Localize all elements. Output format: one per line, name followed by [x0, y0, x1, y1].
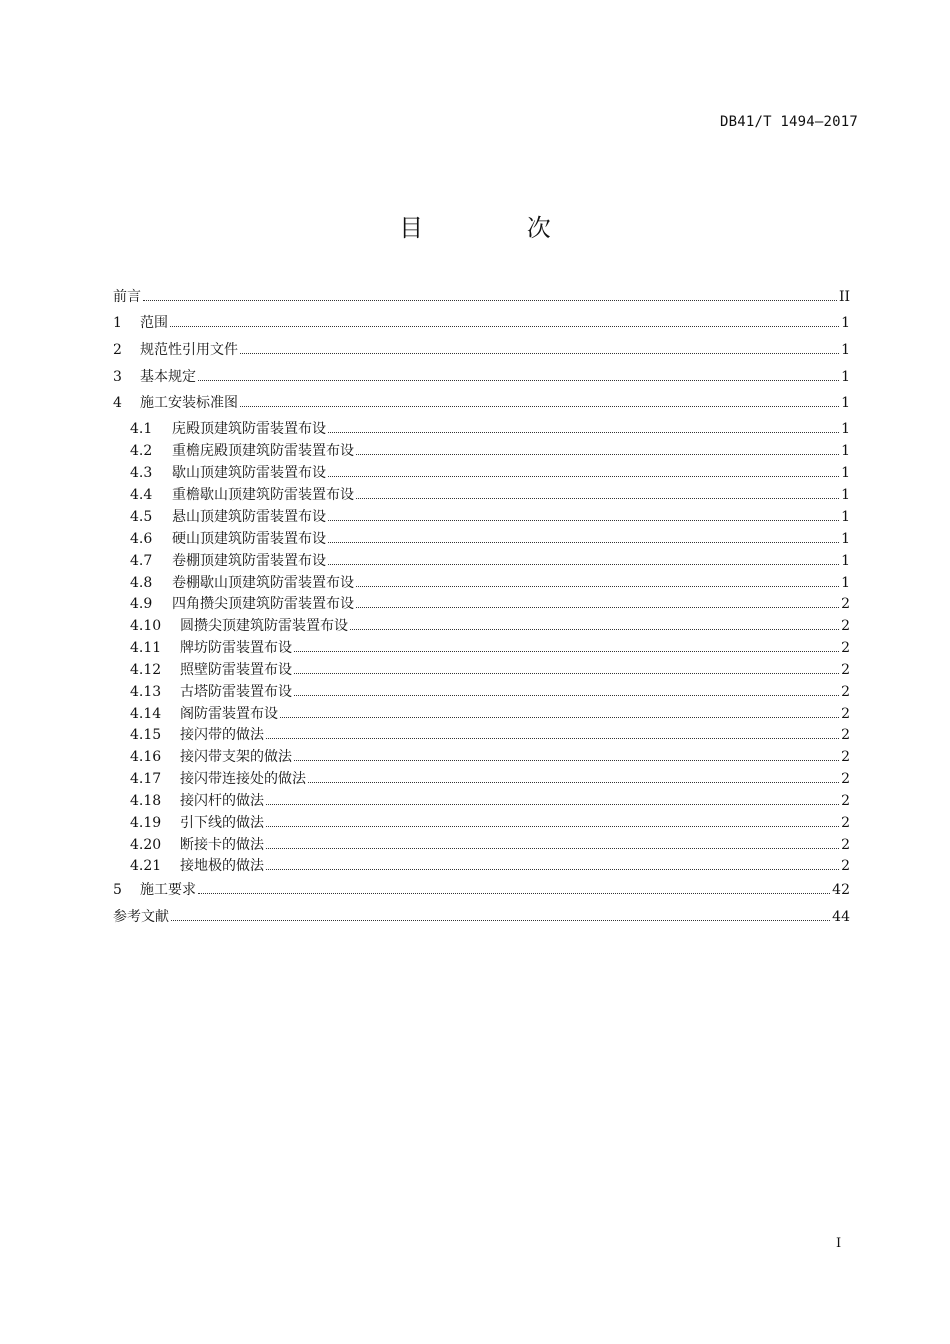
toc-dot-leader [294, 748, 839, 761]
toc-dot-leader [328, 420, 839, 433]
toc-entry-page: 1 [841, 465, 850, 481]
toc-entry-number: 4.5 [130, 509, 153, 525]
toc-dot-leader [294, 661, 839, 674]
toc-entry-title: 重檐歇山顶建筑防雷装置布设 [172, 487, 354, 503]
document-code: DB41/T 1494—2017 [719, 114, 858, 130]
toc-entry-page: 2 [841, 771, 850, 787]
toc-entry-page: 1 [841, 575, 850, 591]
page-number: I [836, 1236, 842, 1251]
toc-entry-number: 4.16 [130, 749, 162, 765]
toc-entry-title: 接闪带的做法 [180, 727, 264, 743]
toc-dot-leader [266, 836, 839, 849]
toc-entry-page: 1 [841, 315, 850, 331]
toc-entry[interactable] [130, 420, 850, 438]
toc-entry-page: 2 [841, 858, 850, 874]
toc-entry-title: 庑殿顶建筑防雷装置布设 [172, 421, 326, 437]
toc-entry[interactable] [130, 792, 850, 810]
toc-entry-number: 4.12 [130, 662, 162, 678]
toc-entry-page: 44 [832, 909, 850, 925]
toc-entry-page: 2 [841, 749, 850, 765]
toc-entry-page: 1 [841, 443, 850, 459]
toc-dot-leader [328, 508, 839, 521]
toc-entry-title: 施工安装标准图 [140, 395, 238, 411]
toc-entry[interactable] [130, 595, 850, 613]
toc-entry-title: 卷棚歇山顶建筑防雷装置布设 [172, 575, 354, 591]
toc-entry-page: 1 [841, 395, 850, 411]
toc-dot-leader [143, 288, 837, 301]
toc-entry[interactable] [130, 464, 850, 482]
toc-entry-page: 1 [841, 369, 850, 385]
toc-entry[interactable] [130, 442, 850, 460]
toc-entry[interactable] [130, 814, 850, 832]
toc-entry-number: 4.2 [130, 443, 153, 459]
toc-dot-leader [240, 341, 839, 354]
toc-entry-number: 4.4 [130, 487, 153, 503]
toc-entry-title: 接闪带连接处的做法 [180, 771, 306, 787]
toc-dot-leader [266, 792, 839, 805]
toc-entry[interactable] [130, 574, 850, 592]
toc-entry-number: 4.18 [130, 793, 162, 809]
toc-entry-page: 2 [841, 815, 850, 831]
toc-dot-leader [356, 486, 839, 499]
toc-entry-title: 照壁防雷装置布设 [180, 662, 292, 678]
toc-dot-leader [328, 530, 839, 543]
toc-entry-number: 4.11 [130, 640, 162, 656]
toc-entry-title: 四角攒尖顶建筑防雷装置布设 [172, 596, 354, 612]
toc-entry-number: 4.9 [130, 596, 153, 612]
toc-entry[interactable] [113, 314, 850, 332]
toc-entry[interactable] [130, 748, 850, 766]
toc-entry[interactable] [113, 288, 850, 306]
toc-dot-leader [240, 394, 839, 407]
toc-entry-page: 2 [841, 662, 850, 678]
toc-entry-title: 接闪带支架的做法 [180, 749, 292, 765]
toc-dot-leader [294, 683, 839, 696]
toc-entry-number: 4.6 [130, 531, 153, 547]
toc-dot-leader [280, 705, 839, 718]
toc-entry[interactable] [130, 552, 850, 570]
toc-entry-number: 4.3 [130, 465, 153, 481]
toc-dot-leader [266, 726, 839, 739]
toc-entry[interactable] [113, 881, 850, 899]
toc-entry-title: 前言 [113, 289, 141, 305]
toc-entry[interactable] [113, 394, 850, 412]
toc-entry-page: 1 [841, 342, 850, 358]
toc-entry-title: 阁防雷装置布设 [180, 706, 278, 722]
toc-entry-page: 2 [841, 706, 850, 722]
toc-entry-title: 断接卡的做法 [180, 837, 264, 853]
toc-entry-title: 参考文献 [113, 909, 169, 925]
toc-entry-number: 4.7 [130, 553, 153, 569]
toc-entry-title: 卷棚顶建筑防雷装置布设 [172, 553, 326, 569]
toc-dot-leader [356, 442, 839, 455]
toc-entry-number: 4.1 [130, 421, 153, 437]
toc-entry-page: 2 [841, 596, 850, 612]
toc-entry-number: 5 [113, 882, 122, 898]
toc-entry-title: 悬山顶建筑防雷装置布设 [172, 509, 326, 525]
toc-entry-number: 4.14 [130, 706, 162, 722]
toc-dot-leader [266, 814, 839, 827]
toc-entry-page: 1 [841, 531, 850, 547]
toc-entry[interactable] [130, 530, 850, 548]
toc-entry-title: 接闪杆的做法 [180, 793, 264, 809]
page-title: 目 次 [399, 214, 599, 242]
toc-entry-title: 基本规定 [140, 369, 196, 385]
toc-entry[interactable] [130, 770, 850, 788]
toc-entry[interactable] [130, 683, 850, 701]
toc-entry-page: 2 [841, 618, 850, 634]
toc-dot-leader [170, 314, 839, 327]
toc-entry-page: 2 [841, 640, 850, 656]
toc-entry-number: 4.13 [130, 684, 162, 700]
toc-entry[interactable] [113, 908, 850, 926]
toc-entry-title: 牌坊防雷装置布设 [180, 640, 292, 656]
toc-entry-title: 重檐庑殿顶建筑防雷装置布设 [172, 443, 354, 459]
toc-dot-leader [308, 770, 839, 783]
toc-entry-number: 4.20 [130, 837, 162, 853]
toc-entry-page: 2 [841, 727, 850, 743]
toc-entry-number: 4.15 [130, 727, 162, 743]
toc-dot-leader [266, 857, 839, 870]
toc-entry-page: 2 [841, 793, 850, 809]
toc-entry-page: 2 [841, 837, 850, 853]
toc-entry-number: 4.17 [130, 771, 162, 787]
toc-entry[interactable] [130, 857, 850, 875]
toc-entry-title: 施工要求 [140, 882, 196, 898]
toc-entry-page: II [838, 289, 850, 305]
toc-entry-number: 4.19 [130, 815, 162, 831]
toc-entry-page: 1 [841, 487, 850, 503]
toc-entry-number: 3 [113, 369, 122, 385]
toc-entry[interactable] [130, 508, 850, 526]
toc-entry-number: 4.8 [130, 575, 153, 591]
toc-entry[interactable] [130, 705, 850, 723]
toc-entry-title: 引下线的做法 [180, 815, 264, 831]
toc-entry-page: 1 [841, 421, 850, 437]
toc-dot-leader [350, 617, 839, 630]
toc-dot-leader [294, 639, 839, 652]
toc-entry[interactable] [113, 341, 850, 359]
toc-entry-title: 接地极的做法 [180, 858, 264, 874]
toc-dot-leader [356, 574, 839, 587]
toc-entry-number: 2 [113, 342, 122, 358]
toc-entry-title: 歇山顶建筑防雷装置布设 [172, 465, 326, 481]
toc-entry-number: 4.21 [130, 858, 162, 874]
toc-entry-title: 规范性引用文件 [140, 342, 238, 358]
toc-entry-number: 4.10 [130, 618, 162, 634]
toc-entry[interactable] [113, 368, 850, 386]
toc-entry-title: 范围 [140, 315, 168, 331]
toc-dot-leader [328, 464, 839, 477]
toc-entry-page: 42 [832, 882, 850, 898]
toc-entry[interactable] [130, 836, 850, 854]
toc-entry-number: 4 [113, 395, 122, 411]
toc-dot-leader [356, 595, 839, 608]
toc-entry-title: 古塔防雷装置布设 [180, 684, 292, 700]
toc-entry-page: 1 [841, 553, 850, 569]
toc-dot-leader [171, 908, 830, 921]
toc-entry-page: 1 [841, 509, 850, 525]
toc-entry[interactable] [130, 639, 850, 657]
toc-entry[interactable] [130, 661, 850, 679]
toc-entry-title: 硬山顶建筑防雷装置布设 [172, 531, 326, 547]
toc-dot-leader [198, 881, 830, 894]
toc-entry[interactable] [130, 726, 850, 744]
toc-entry[interactable] [130, 486, 850, 504]
toc-dot-leader [198, 368, 839, 381]
toc-entry[interactable] [130, 617, 850, 635]
toc-entry-page: 2 [841, 684, 850, 700]
toc-entry-number: 1 [113, 315, 122, 331]
toc-entry-title: 圆攒尖顶建筑防雷装置布设 [180, 618, 348, 634]
toc-dot-leader [328, 552, 839, 565]
